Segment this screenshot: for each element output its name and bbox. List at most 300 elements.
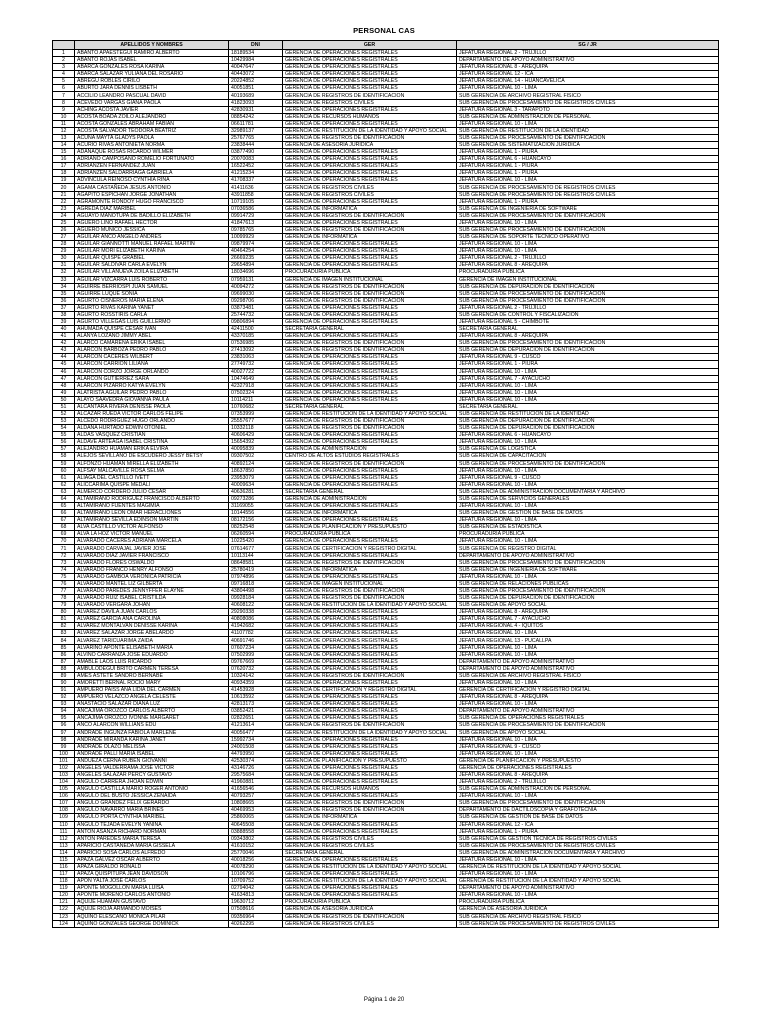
cell-number: 88 xyxy=(53,665,75,672)
cell-name: APONTE MOGOLLON MARIA LUISA xyxy=(75,885,229,892)
cell-number: 19 xyxy=(53,177,75,184)
cell-ger: GERENCIA DE REGISTROS CIVILES xyxy=(283,191,457,198)
cell-name: AQUINO GONZALES GEORGE DOMINICK xyxy=(75,920,229,927)
cell-sg-jr: JEFATURA REGIONAL 10 - LIMA xyxy=(457,517,719,524)
cell-name: ALCANTARA RIVERA DENISSE PAOLA xyxy=(75,403,229,410)
cell-name: ALVAREZ MONTALVAN DENISSE KARINA xyxy=(75,623,229,630)
cell-ger: GERENCIA DE OPERACIONES REGISTRALES xyxy=(283,644,457,651)
cell-ger: GERENCIA DE REGISTROS DE IDENTIFICACION xyxy=(283,283,457,290)
cell-number: 99 xyxy=(53,743,75,750)
cell-dni: 18189534 xyxy=(229,50,283,57)
cell-dni: 07614677 xyxy=(229,545,283,552)
cell-sg-jr: SUB GERENCIA DE CONTROL Y FISCALIZACION xyxy=(457,311,719,318)
table-row xyxy=(53,863,719,870)
cell-ger: GERENCIA DE REGISTROS DE IDENTIFICACION xyxy=(283,347,457,354)
cell-name: ANDUEZA CERNA RUBEN GIOVANNI xyxy=(75,757,229,764)
table-row xyxy=(53,672,719,679)
cell-ger: GERENCIA DE REGISTROS CIVILES xyxy=(283,842,457,849)
table-row xyxy=(53,177,719,184)
cell-number: 79 xyxy=(53,602,75,609)
table-row xyxy=(53,488,719,495)
table-row xyxy=(53,609,719,616)
cell-dni: 10113144 xyxy=(229,552,283,559)
cell-name: ABARCA SALAZAR YULIANA DEL ROSARIO xyxy=(75,71,229,78)
table-row xyxy=(53,340,719,347)
cell-sg-jr: SUB GERENCIA DE PROCESAMIENTO DE IDENTIFICACION xyxy=(457,340,719,347)
cell-name: AMES ASTETE SANDRO BERNABE xyxy=(75,672,229,679)
cell-sg-jr: JEFATURA REGIONAL 10 - LIMA xyxy=(457,120,719,127)
cell-dni: 40608122 xyxy=(229,602,283,609)
cell-dni: 08854242 xyxy=(229,113,283,120)
cell-ger: GERENCIA DE INFORMATICA xyxy=(283,814,457,821)
cell-ger: GERENCIA DE OPERACIONES REGISTRALES xyxy=(283,764,457,771)
cell-sg-jr: GERENCIA DE RESTITUCION DE LA IDENTIDAD Y APOYO SOCIAL xyxy=(457,878,719,885)
cell-ger: GERENCIA DE OPERACIONES REGISTRALES xyxy=(283,538,457,545)
cell-dni: 10613592 xyxy=(229,694,283,701)
cell-sg-jr: SUB GERENCIA DE SISTEMATIZACION JURIDICA xyxy=(457,142,719,149)
cell-number: 34 xyxy=(53,283,75,290)
table-row xyxy=(53,198,719,205)
cell-ger: GERENCIA DE OPERACIONES REGISTRALES xyxy=(283,503,457,510)
cell-sg-jr: JEFATURA REGIONAL 4 - IQUITOS xyxy=(457,623,719,630)
cell-name: ALEJANDRO HUAMAN ERIKA ELVIRA xyxy=(75,446,229,453)
cell-ger: GERENCIA DE OPERACIONES REGISTRALES xyxy=(283,177,457,184)
cell-ger: GERENCIA DE OPERACIONES REGISTRALES xyxy=(283,474,457,481)
cell-sg-jr: JEFATURA REGIONAL 5 - CHIMBOTE xyxy=(457,318,719,325)
cell-ger: GERENCIA DE RECURSOS HUMANOS xyxy=(283,786,457,793)
cell-number: 11 xyxy=(53,120,75,127)
cell-name: AGRAMONTE RONDOY HUGO FRANCISCO xyxy=(75,198,229,205)
cell-sg-jr: JEFATURA REGIONAL 10 - LIMA xyxy=(457,701,719,708)
cell-name: ANDRADE INGUNZA FABIOLA MARLENE xyxy=(75,729,229,736)
cell-dni: 03877490 xyxy=(229,149,283,156)
cell-sg-jr: JEFATURA REGIONAL 10 - LIMA xyxy=(457,736,719,743)
cell-name: ANTON ASANZA RICHARD NORMAN xyxy=(75,828,229,835)
cell-ger: GERENCIA DE PLANIFICACION Y PRESUPUESTO xyxy=(283,757,457,764)
cell-dni: 41656546 xyxy=(229,786,283,793)
table-row xyxy=(53,418,719,425)
cell-dni: 40078290 xyxy=(229,863,283,870)
cell-sg-jr: PROCURADURIA PUBLICA xyxy=(457,531,719,538)
cell-sg-jr: SUB GERENCIA DE GESTION TECNICA DE REGISTROS CIVILES xyxy=(457,835,719,842)
cell-dni: 41942682 xyxy=(229,623,283,630)
cell-number: 75 xyxy=(53,573,75,580)
cell-ger: PROCURADURIA PUBLICA xyxy=(283,269,457,276)
table-row xyxy=(53,347,719,354)
cell-dni: 07974896 xyxy=(229,573,283,580)
cell-dni: 07353999 xyxy=(229,410,283,417)
cell-sg-jr: JEFATURA REGIONAL 8 - AREQUIPA xyxy=(457,64,719,71)
table-row xyxy=(53,687,719,694)
cell-ger: GERENCIA DE REGISTROS CIVILES xyxy=(283,99,457,106)
cell-number: 70 xyxy=(53,538,75,545)
cell-sg-jr: SUB GERENCIA DE PROCESAMIENTO DE IDENTIFICACION xyxy=(457,212,719,219)
cell-dni: 07607234 xyxy=(229,644,283,651)
table-row xyxy=(53,899,719,906)
column-header-sg-jr: SG / JR xyxy=(457,41,719,50)
table-row xyxy=(53,375,719,382)
cell-sg-jr: SUB GERENCIA DE PROCESAMIENTO DE IDENTIFICACION xyxy=(457,134,719,141)
table-row xyxy=(53,715,719,722)
cell-name: ALVARADO RUIZ ISABEL CRISTILDA xyxy=(75,595,229,602)
table-row xyxy=(53,821,719,828)
cell-number: 91 xyxy=(53,687,75,694)
cell-sg-jr: JEFATURA REGIONAL 1 - PIURA xyxy=(457,149,719,156)
cell-name: AGUILAR SALDIVAR CARLA EVELYN xyxy=(75,262,229,269)
cell-sg-jr: JEFATURA REGIONAL 1 - PIURA xyxy=(457,170,719,177)
cell-name: ANTON PAREDES MARIA TERESA xyxy=(75,835,229,842)
cell-dni: 41708337 xyxy=(229,177,283,184)
cell-name: AGUERO LINO RAFAEL HECTOR xyxy=(75,219,229,226)
table-row xyxy=(53,354,719,361)
cell-dni: 25860065 xyxy=(229,814,283,821)
cell-ger: SECRETARIA GENERAL xyxy=(283,326,457,333)
cell-ger: GERENCIA DE REGISTROS DE IDENTIFICACION xyxy=(283,134,457,141)
cell-sg-jr: JEFATURA REGIONAL 10 - LIMA xyxy=(457,793,719,800)
table-row xyxy=(53,283,719,290)
cell-name: ALVARADO CARVAJAL JAVIER JOSE xyxy=(75,545,229,552)
cell-dni: 10225420 xyxy=(229,538,283,545)
table-row xyxy=(53,786,719,793)
cell-number: 36 xyxy=(53,297,75,304)
cell-dni: 10144556 xyxy=(229,510,283,517)
table-row xyxy=(53,559,719,566)
cell-dni: 40691746 xyxy=(229,637,283,644)
table-row xyxy=(53,856,719,863)
table-row xyxy=(53,248,719,255)
cell-number: 109 xyxy=(53,814,75,821)
cell-number: 100 xyxy=(53,750,75,757)
cell-name: ALVARINO APONTE ELISABETH MARIA xyxy=(75,644,229,651)
cell-ger: GERENCIA DE CERTIFICACION Y REGISTRO DIGITAL xyxy=(283,687,457,694)
cell-dni: 41453928 xyxy=(229,687,283,694)
table-row xyxy=(53,64,719,71)
cell-number: 37 xyxy=(53,304,75,311)
cell-ger: GERENCIA DE OPERACIONES REGISTRALES xyxy=(283,163,457,170)
cell-ger: GERENCIA DE OPERACIONES REGISTRALES xyxy=(283,149,457,156)
cell-ger: GERENCIA DE REGISTROS DE IDENTIFICACION xyxy=(283,418,457,425)
cell-number: 27 xyxy=(53,234,75,241)
cell-number: 6 xyxy=(53,85,75,92)
cell-dni: 10106796 xyxy=(229,871,283,878)
cell-ger: GERENCIA DE OPERACIONES REGISTRALES xyxy=(283,871,457,878)
cell-name: ACOSTA BOADA ZOILO ALEJANDRO xyxy=(75,113,229,120)
cell-name: ABANTO APAESTEGUI RAMIRO ALBERTO xyxy=(75,50,229,57)
cell-ger: GERENCIA DE IMAGEN INSTITUCIONAL xyxy=(283,276,457,283)
table-row xyxy=(53,71,719,78)
cell-dni: 06611781 xyxy=(229,120,283,127)
cell-dni: 18034696 xyxy=(229,269,283,276)
cell-name: ADRIANZEN FERNANDEZ JUAN xyxy=(75,163,229,170)
cell-sg-jr: JEFATURA REGIONAL 10 - LIMA xyxy=(457,368,719,375)
cell-number: 35 xyxy=(53,290,75,297)
cell-dni: 23953079 xyxy=(229,474,283,481)
table-row xyxy=(53,616,719,623)
cell-sg-jr: SUB GERENCIA DE PROCESAMIENTO DE IDENTIFICACION xyxy=(457,800,719,807)
cell-number: 60 xyxy=(53,467,75,474)
cell-ger: GERENCIA DE OPERACIONES REGISTRALES xyxy=(283,120,457,127)
cell-name: APARICIO CASTAÑEDA MARIA GISSELA xyxy=(75,842,229,849)
cell-sg-jr: JEFATURA REGIONAL 14 - HUANCAVELICA xyxy=(457,78,719,85)
cell-dni: 40443072 xyxy=(229,71,283,78)
cell-sg-jr: JEFATURA REGIONAL 1 - PIURA xyxy=(457,361,719,368)
cell-ger: GERENCIA DE ADMINISTRACION xyxy=(283,446,457,453)
cell-sg-jr: JEFATURA REGIONAL 8 - AREQUIPA xyxy=(457,333,719,340)
cell-sg-jr: JEFATURA REGIONAL 12 - ICA xyxy=(457,71,719,78)
cell-ger: GERENCIA DE OPERACIONES REGISTRALES xyxy=(283,156,457,163)
cell-name: ALCAZAR RUEDA VICTOR CARLOS FELIPE xyxy=(75,410,229,417)
cell-ger: GERENCIA DE RESTITUCION DE LA IDENTIDAD Y APOYO SOCIAL xyxy=(283,410,457,417)
table-row xyxy=(53,410,719,417)
cell-sg-jr: SUB GERENCIA DE ARCHIVO REGISTRAL FISICO xyxy=(457,672,719,679)
cell-sg-jr: GERENCIA DE IMAGEN INSTITUCIONAL xyxy=(457,276,719,283)
cell-name: AGUILAR MORI ELIZABETH KARINA xyxy=(75,248,229,255)
cell-dni: 08648581 xyxy=(229,559,283,566)
cell-number: 43 xyxy=(53,347,75,354)
cell-sg-jr: SUB GERENCIA DE INGENIERIA DE SOFTWARE xyxy=(457,205,719,212)
cell-number: 118 xyxy=(53,878,75,885)
cell-sg-jr: SUB GERENCIA DE OPERACIONES REGISTRALES xyxy=(457,715,719,722)
cell-number: 113 xyxy=(53,842,75,849)
cell-ger: GERENCIA DE OPERACIONES REGISTRALES xyxy=(283,679,457,686)
table-row xyxy=(53,297,719,304)
cell-ger: GERENCIA DE OPERACIONES REGISTRALES xyxy=(283,375,457,382)
cell-name: ACHING ACOSTA JAVIER xyxy=(75,106,229,113)
cell-sg-jr: JEFATURA REGIONAL 9 - CUSCO xyxy=(457,354,719,361)
cell-sg-jr: JEFATURA REGIONAL 2 - TRUJILLO xyxy=(457,50,719,57)
cell-name: ALVARADO PAREDES JENNYFFER ELAYNE xyxy=(75,587,229,594)
cell-name: AGAMA CASTAÑEDA JESUS ANTONIO xyxy=(75,184,229,191)
cell-ger: GERENCIA DE RESTITUCION DE LA IDENTIDAD Y APOYO SOCIAL xyxy=(283,127,457,134)
cell-dni: 03852421 xyxy=(229,708,283,715)
cell-name: AGREDA DIAZ MARIBEL xyxy=(75,205,229,212)
cell-number: 39 xyxy=(53,318,75,325)
cell-name: AHUMADA QUISPE CESAR IVAN xyxy=(75,326,229,333)
cell-sg-jr: JEFATURA REGIONAL 1 - PIURA xyxy=(457,198,719,205)
cell-ger: GERENCIA DE OPERACIONES REGISTRALES xyxy=(283,658,457,665)
cell-dni: 40193689 xyxy=(229,92,283,99)
cell-dni: 09298706 xyxy=(229,297,283,304)
cell-ger: GERENCIA DE RESTITUCION DE LA IDENTIDAD Y APOYO SOCIAL xyxy=(283,878,457,885)
cell-number: 101 xyxy=(53,757,75,764)
cell-number: 51 xyxy=(53,403,75,410)
table-row xyxy=(53,50,719,57)
cell-sg-jr: JEFATURA REGIONAL 6 - HUANCAYO xyxy=(457,432,719,439)
table-row xyxy=(53,630,719,637)
table-row xyxy=(53,127,719,134)
table-row xyxy=(53,871,719,878)
table-row xyxy=(53,78,719,85)
table-row xyxy=(53,807,719,814)
table-row xyxy=(53,573,719,580)
cell-name: AGURTO CISNEROS MARIA ELENA xyxy=(75,297,229,304)
cell-ger: GERENCIA DE RECURSOS HUMANOS xyxy=(283,113,457,120)
cell-dni: 40009634 xyxy=(229,481,283,488)
cell-name: AGUILAR QUISPE GRABIEL xyxy=(75,255,229,262)
cell-dni: 41634813 xyxy=(229,892,283,899)
cell-ger: GERENCIA DE RESTITUCION DE LA IDENTIDAD Y APOYO SOCIAL xyxy=(283,863,457,870)
cell-sg-jr: DEPARTAMENTO DE APOYO ADMINISTRATIVO xyxy=(457,552,719,559)
cell-sg-jr: SUB GERENCIA DE PROCESAMIENTO DE IDENTIFICACION xyxy=(457,290,719,297)
cell-name: ACUÑA MAYTA GLADYS PAOLA xyxy=(75,134,229,141)
cell-number: 124 xyxy=(53,920,75,927)
table-row xyxy=(53,226,719,233)
cell-dni: 03873481 xyxy=(229,304,283,311)
cell-sg-jr: JEFATURA REGIONAL 6 - HUANCAYO xyxy=(457,156,719,163)
cell-number: 30 xyxy=(53,255,75,262)
table-row xyxy=(53,219,719,226)
cell-number: 105 xyxy=(53,786,75,793)
cell-ger: GERENCIA DE INFORMATICA xyxy=(283,510,457,517)
cell-ger: GERENCIA DE OPERACIONES REGISTRALES xyxy=(283,382,457,389)
cell-dni: 26669235 xyxy=(229,255,283,262)
cell-name: ALANYA LOZANO JIMMY ABEL xyxy=(75,333,229,340)
cell-name: ALARCON CORZO JORGE ORLANDO xyxy=(75,368,229,375)
cell-name: AGUIRRE LUQUE SONIA xyxy=(75,290,229,297)
cell-sg-jr: JEFATURA REGIONAL 7 - AYACUCHO xyxy=(457,616,719,623)
cell-ger: GERENCIA DE OPERACIONES REGISTRALES xyxy=(283,573,457,580)
cell-name: ALTAMIRANO FUENTES MAGIMIA xyxy=(75,503,229,510)
cell-name: AGUAYO MANOTUPA DE BADILLO ELIZABETH xyxy=(75,212,229,219)
cell-number: 95 xyxy=(53,715,75,722)
cell-dni: 41960881 xyxy=(229,779,283,786)
cell-ger: GERENCIA DE REGISTROS CIVILES xyxy=(283,835,457,842)
cell-sg-jr: JEFATURA REGIONAL 1 - PIURA xyxy=(457,828,719,835)
cell-dni: 07508616 xyxy=(229,906,283,913)
cell-ger: GERENCIA DE REGISTROS DE IDENTIFICACION xyxy=(283,290,457,297)
cell-sg-jr: JEFATURA REGIONAL 10 - LIMA xyxy=(457,219,719,226)
cell-dni: 20224852 xyxy=(229,78,283,85)
cell-name: ACCILIO LEANDRO PASCUAL DAVID xyxy=(75,92,229,99)
cell-name: ALVINO CARRANZA JOSE EDUARDO xyxy=(75,651,229,658)
cell-ger: GERENCIA DE REGISTROS DE IDENTIFICACION xyxy=(283,672,457,679)
table-row xyxy=(53,602,719,609)
cell-ger: GERENCIA DE ASESORIA JURIDICA xyxy=(283,142,457,149)
cell-name: AQUIJE HUAMAN GUSTAVO xyxy=(75,899,229,906)
cell-dni: 09356964 xyxy=(229,913,283,920)
table-row xyxy=(53,92,719,99)
cell-number: 104 xyxy=(53,779,75,786)
table-row xyxy=(53,701,719,708)
cell-name: ALCEDO RODRIGUEZ HUGO ORLANDO xyxy=(75,418,229,425)
cell-ger: GERENCIA DE OPERACIONES REGISTRALES xyxy=(283,439,457,446)
cell-number: 7 xyxy=(53,92,75,99)
cell-ger: GERENCIA DE OPERACIONES REGISTRALES xyxy=(283,467,457,474)
cell-dni: 44793950 xyxy=(229,750,283,757)
cell-ger: SECRETARIA GENERAL xyxy=(283,488,457,495)
cell-sg-jr: SUB GERENCIA DE PROCESAMIENTO DE IDENTIFICACION xyxy=(457,559,719,566)
cell-sg-jr: DEPARTAMENTO DE APOYO ADMINISTRATIVO xyxy=(457,708,719,715)
table-row xyxy=(53,538,719,545)
table-row xyxy=(53,446,719,453)
cell-ger: GERENCIA DE REGISTROS DE IDENTIFICACION xyxy=(283,226,457,233)
cell-dni: 29654894 xyxy=(229,262,283,269)
cell-name: ANGULO DEL BUSTO JESSICA ZENAIDA xyxy=(75,793,229,800)
table-row xyxy=(53,57,719,64)
cell-name: AGURTO VILLEGAS LUIS GUILLERMO xyxy=(75,318,229,325)
table-row xyxy=(53,892,719,899)
cell-ger: GERENCIA DE INFORMATICA xyxy=(283,205,457,212)
cell-ger: GERENCIA DE INFORMATICA xyxy=(283,234,457,241)
cell-ger: GERENCIA DE OPERACIONES REGISTRALES xyxy=(283,368,457,375)
cell-ger: GERENCIA DE REGISTROS CIVILES xyxy=(283,920,457,927)
cell-ger: GERENCIA DE OPERACIONES REGISTRALES xyxy=(283,170,457,177)
cell-number: 17 xyxy=(53,163,75,170)
table-row xyxy=(53,156,719,163)
cell-dni: 40262295 xyxy=(229,920,283,927)
table-row xyxy=(53,389,719,396)
cell-dni: 40027722 xyxy=(229,368,283,375)
table-row xyxy=(53,757,719,764)
cell-ger: GERENCIA DE OPERACIONES REGISTRALES xyxy=(283,665,457,672)
cell-sg-jr: SUB GERENCIA DE DEPURACION DE IDENTIFICACION xyxy=(457,347,719,354)
cell-sg-jr: JEFATURA REGIONAL 10 - LIMA xyxy=(457,503,719,510)
cell-sg-jr: SUB GERENCIA DE GESTION DE BASE DE DATOS xyxy=(457,510,719,517)
cell-name: AGURTO RIVAS KARINA YANET xyxy=(75,304,229,311)
cell-ger: GERENCIA DE OPERACIONES REGISTRALES xyxy=(283,432,457,439)
table-row xyxy=(53,85,719,92)
cell-name: ACEVEDO VARGAS GIANA PAOLA xyxy=(75,99,229,106)
cell-dni: 10719105 xyxy=(229,198,283,205)
cell-dni: 10760682 xyxy=(229,403,283,410)
cell-sg-jr: JEFATURA REGIONAL 10 - LIMA xyxy=(457,630,719,637)
cell-dni: 19630712 xyxy=(229,899,283,906)
cell-number: 86 xyxy=(53,651,75,658)
cell-name: AGUILAR ANCO ANGELO ANDRES xyxy=(75,234,229,241)
cell-name: ALARCON CACERES WILBERT xyxy=(75,354,229,361)
cell-name: ALFSAY MALCAVILLE ROSA SELMA xyxy=(75,467,229,474)
cell-sg-jr: SUB GERENCIA DE RELACIONES PUBLICAS xyxy=(457,580,719,587)
cell-ger: GERENCIA DE REGISTROS DE IDENTIFICACION xyxy=(283,722,457,729)
cell-sg-jr: SUB GERENCIA DE PROCESAMIENTO DE REGISTROS CIVILES xyxy=(457,920,719,927)
cell-sg-jr: JEFATURA REGIONAL 10 - LIMA xyxy=(457,389,719,396)
table-row xyxy=(53,495,719,502)
table-row xyxy=(53,311,719,318)
cell-sg-jr: JEFATURA REGIONAL 10 - LIMA xyxy=(457,651,719,658)
cell-number: 96 xyxy=(53,722,75,729)
cell-sg-jr: JEFATURA REGIONAL 10 - LIMA xyxy=(457,481,719,488)
cell-ger: GERENCIA DE OPERACIONES REGISTRALES xyxy=(283,616,457,623)
cell-sg-jr: SUB GERENCIA DE ARCHIVO REGISTRAL FISICO xyxy=(457,92,719,99)
cell-dni: 09914729 xyxy=(229,212,283,219)
cell-ger: GERENCIA DE OPERACIONES REGISTRALES xyxy=(283,715,457,722)
table-row xyxy=(53,439,719,446)
cell-ger: SECRETARIA GENERAL xyxy=(283,403,457,410)
cell-name: ANDRADE OLAZO MELISSA xyxy=(75,743,229,750)
table-row xyxy=(53,368,719,375)
cell-dni: 18637850 xyxy=(229,467,283,474)
cell-name: ALVA CASTILLO VICTOR ALFONSO xyxy=(75,524,229,531)
cell-dni: 06260594 xyxy=(229,531,283,538)
cell-dni: 27413092 xyxy=(229,347,283,354)
cell-ger: GERENCIA DE REGISTROS DE IDENTIFICACION xyxy=(283,340,457,347)
table-row xyxy=(53,779,719,786)
cell-sg-jr: SUB GERENCIA DE INGENIERIA DE SOFTWARE xyxy=(457,566,719,573)
table-row xyxy=(53,184,719,191)
cell-name: APONTE MORENO CARLOS ANTONIO xyxy=(75,892,229,899)
cell-ger: GERENCIA DE OPERACIONES REGISTRALES xyxy=(283,64,457,71)
table-row xyxy=(53,658,719,665)
cell-dni: 02822651 xyxy=(229,715,283,722)
table-row xyxy=(53,750,719,757)
cell-dni: 41411636 xyxy=(229,184,283,191)
cell-name: ALDAVE ARTEAGA ISABEL CRISTINA xyxy=(75,439,229,446)
cell-dni: 08252548 xyxy=(229,524,283,531)
cell-sg-jr: JEFATURA REGIONAL 10 - LIMA xyxy=(457,892,719,899)
table-row xyxy=(53,920,719,927)
cell-number: 18 xyxy=(53,170,75,177)
cell-ger: GERENCIA DE OPERACIONES REGISTRALES xyxy=(283,651,457,658)
